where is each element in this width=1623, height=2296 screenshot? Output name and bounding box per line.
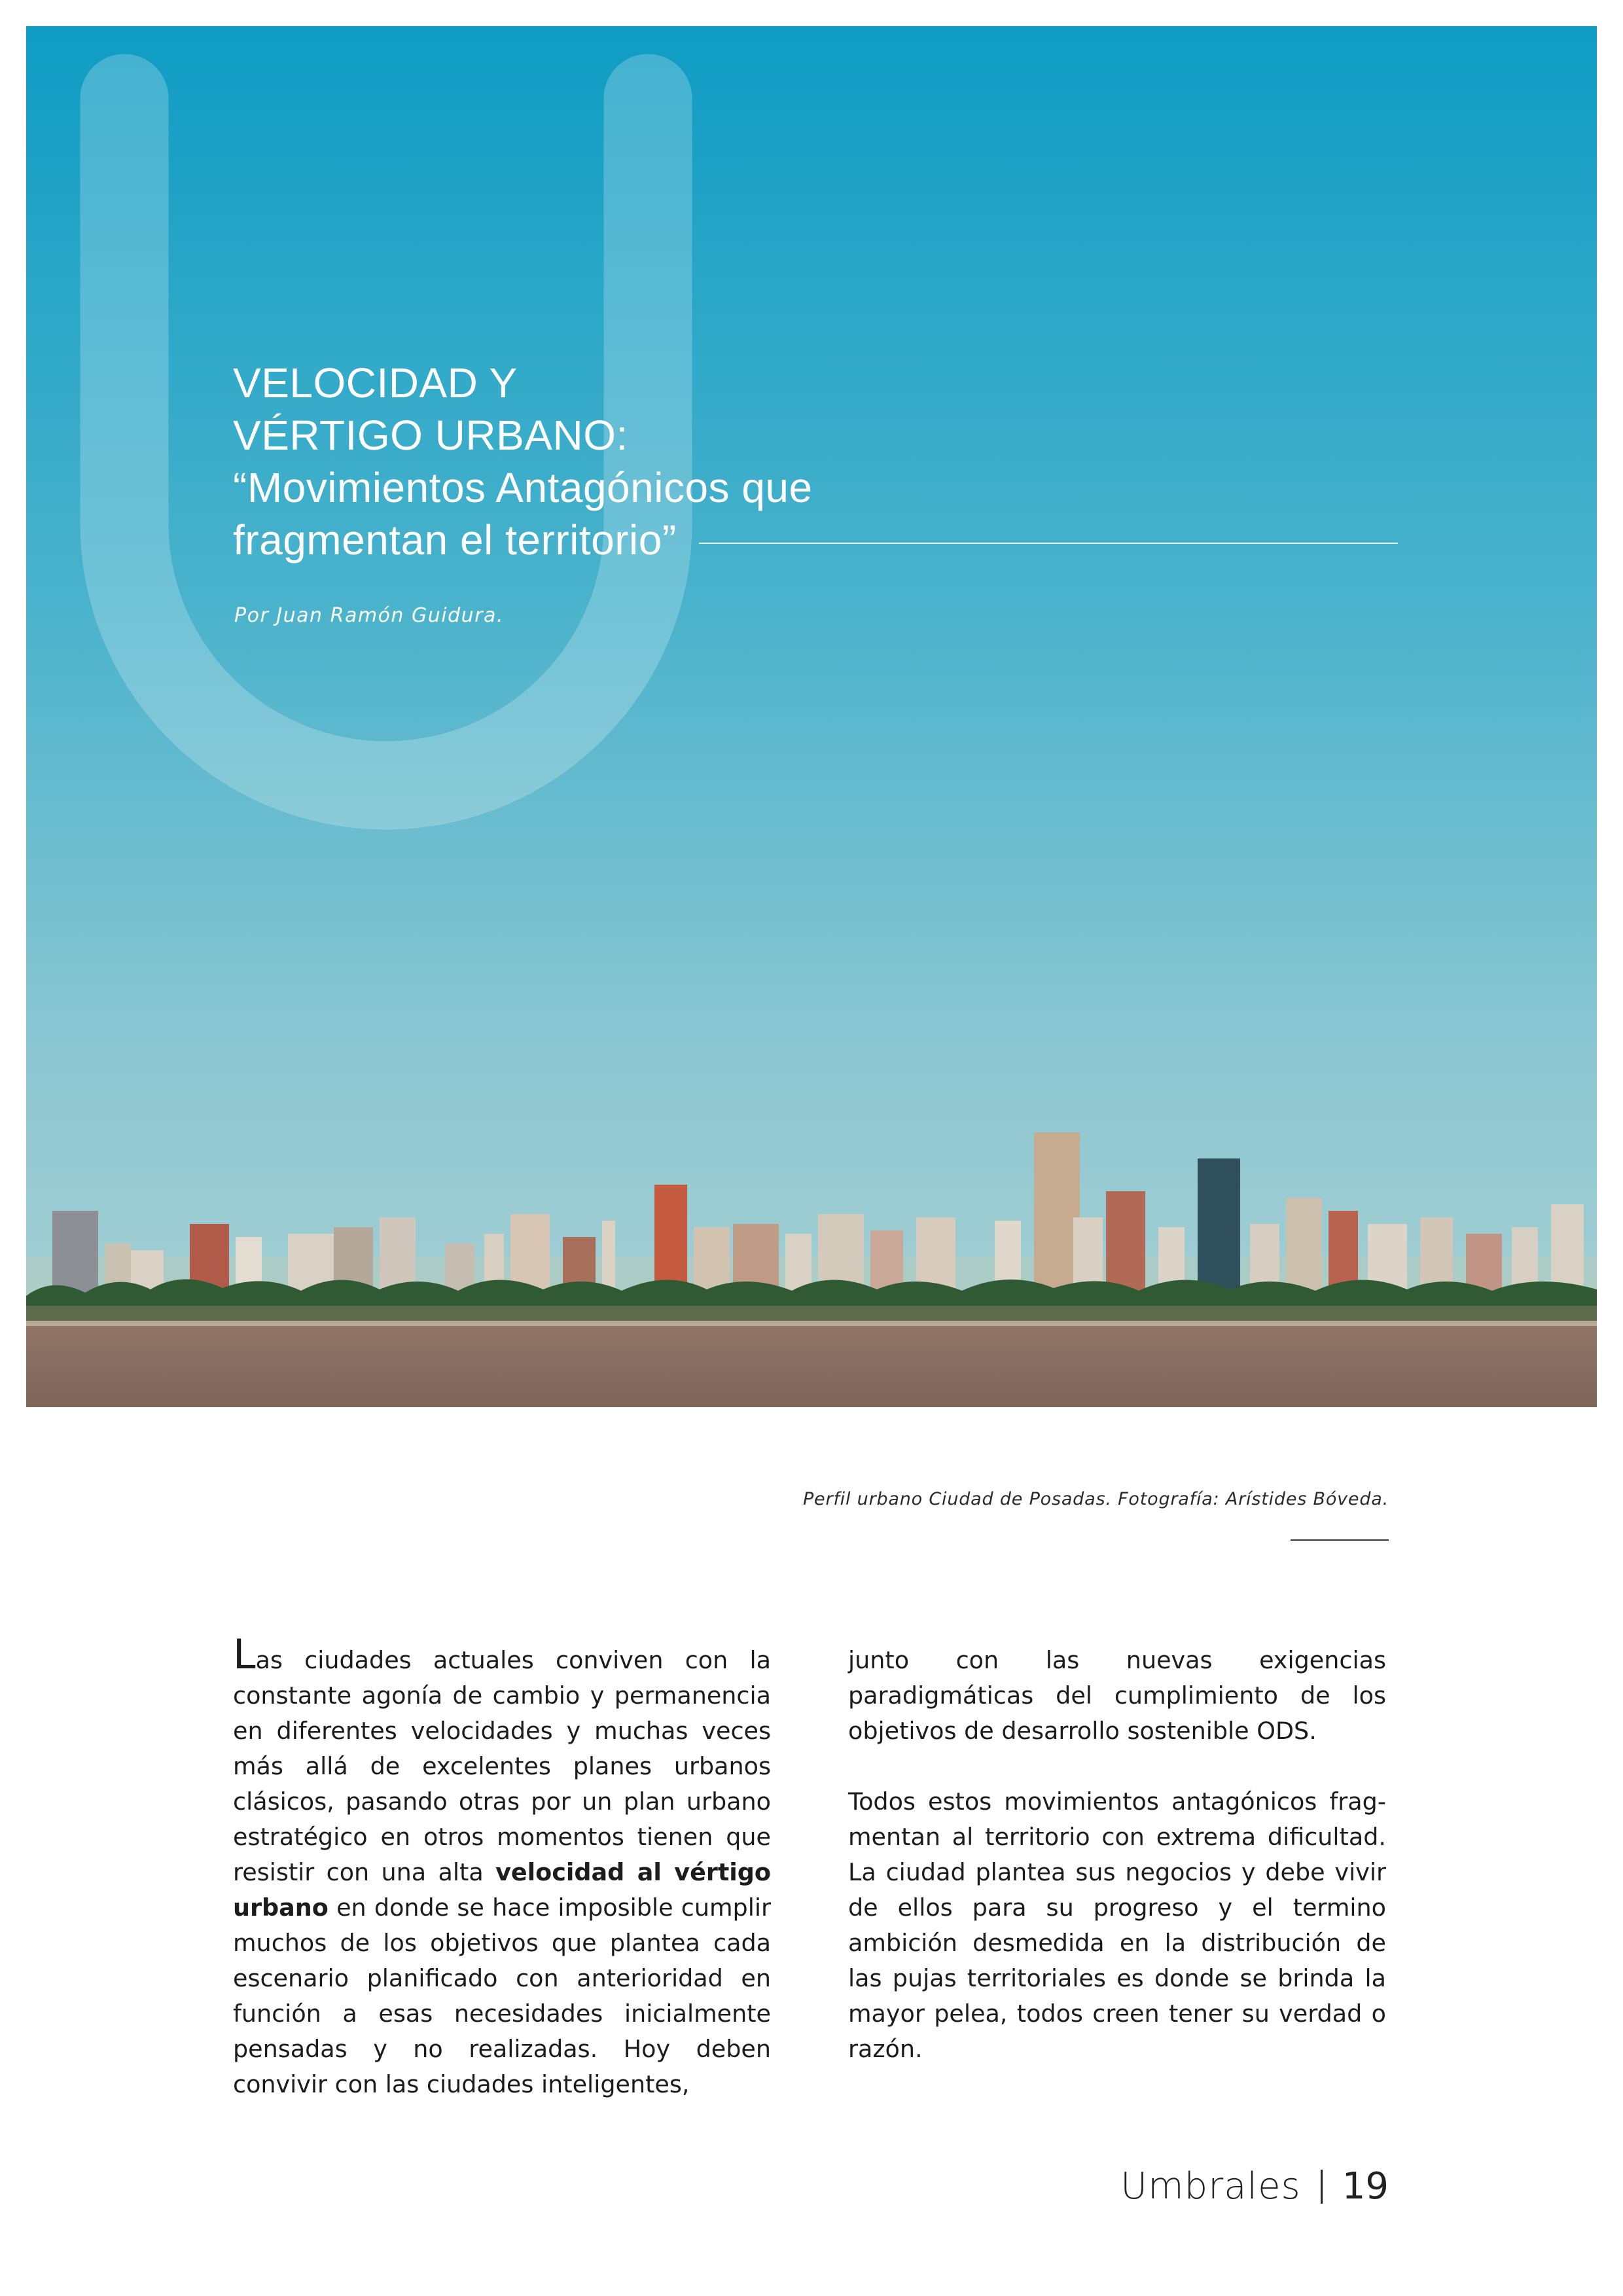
photo-caption: Perfil urbano Ciudad de Posadas. Fotografía: Arístides Bóveda. [802,1489,1389,1509]
city-skyline-image [26,26,1597,1407]
footer-separator [1321,2170,1323,2204]
title-line-3: “Movimientos Antagónicos que [233,464,813,511]
magazine-name: Umbrales [1120,2165,1301,2208]
article-paragraph [233,1630,771,2102]
paragraph-text: en donde se hace imposible cumplir muchos de los objetivos que plantea cada escenario planificado con anterioridad en función a esas necesidades inicialmente pensadas y no realizadas. Hoy deben convivir con las ciudades inteligentes, [233,1893,771,2098]
article-title [233,357,1398,566]
article-paragraph: Todos estos movimientos antagónicos frag-mentan al territorio con extrema dificultad. La ciudad plantea sus negocios y debe vivir de ellos para su progreso y el termino ambición desmedida en la distribución de las pujas territoriales es donde se brinda la mayor pelea, todos creen tener su verdad o razón. [848,1787,1386,2063]
drop-cap: L [233,1630,256,1678]
tree-line [26,1279,1597,1309]
page-number: 19 [1342,2165,1389,2208]
paragraph-bold-text: velocidad al vértigo urbano [233,1858,771,1922]
paragraph-text: as ciudades actuales conviven con la constante agonía de cambio y permanencia en diferentes velocidades y muchas veces más allá de excelentes planes urbanos clásicos, pasando otras por un plan urbano estratégico en otros momentos tienen que resistir con una alta [233,1646,771,1886]
article-column-left [233,1630,771,2102]
article-paragraph: junto con las nuevas exigencias paradigmáticas del cumplimiento de los objetivos de desarrollo sostenible ODS. [848,1646,1386,1745]
page-footer [1120,2165,1389,2208]
article-column-right [848,1643,1386,2067]
title-line-1: VELOCIDAD Y [233,359,518,406]
hero-photo [26,26,1597,1407]
author-byline: Por Juan Ramón Guidura. [234,604,504,627]
title-line-4: fragmentan el territorio” [233,516,677,564]
title-divider [699,543,1398,544]
title-last-row [233,514,1398,566]
title-line-2: VÉRTIGO URBANO: [233,412,628,459]
caption-divider [1291,1539,1389,1541]
